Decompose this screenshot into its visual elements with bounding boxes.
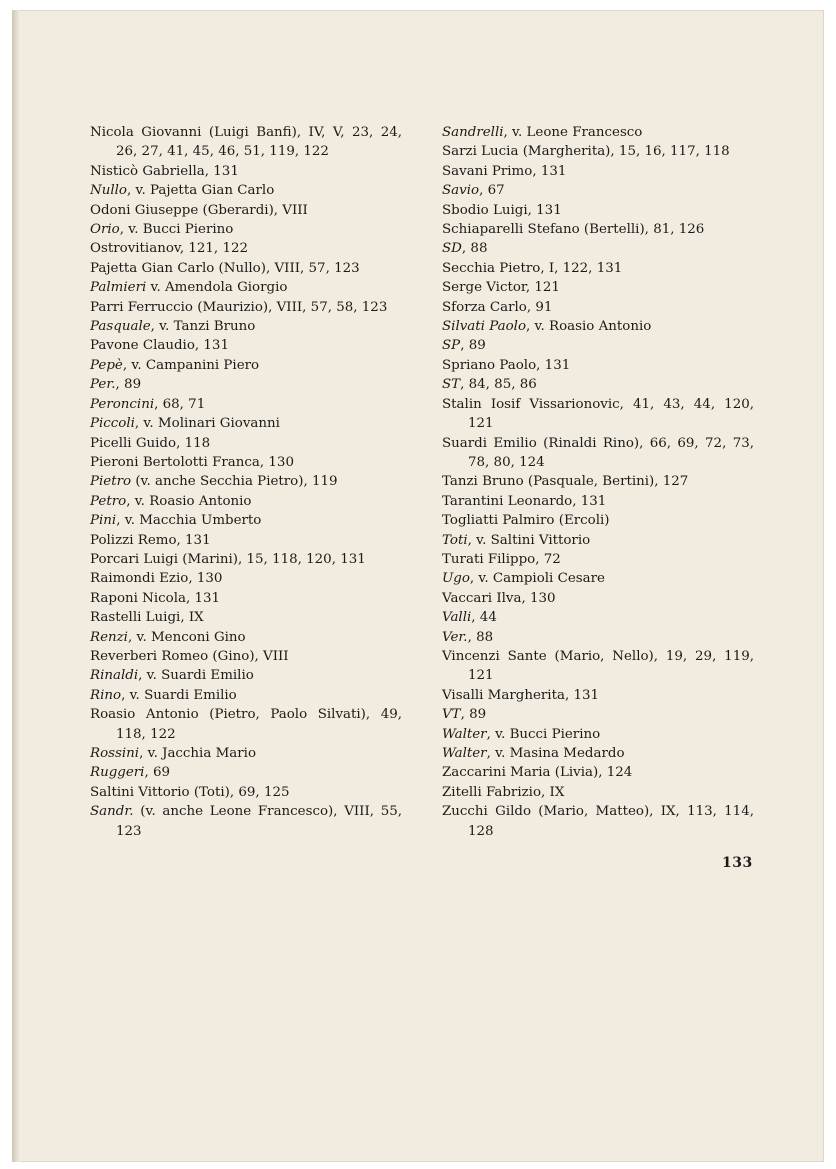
index-entry-references: , IX — [180, 610, 204, 626]
index-entry — [442, 608, 754, 627]
index-entry-references: , v. Molinari Giovanni — [134, 416, 280, 432]
index-entry-references: , 88 — [461, 241, 488, 257]
index-entry-references: (Mario, Nello), 19, 29, 119, 121 — [468, 648, 754, 684]
index-entry — [90, 395, 402, 414]
index-entry-name: Odoni Giuseppe — [90, 202, 199, 218]
index-entry-name: Ostrovitianov — [90, 241, 180, 257]
index-entry-references: (Pasquale, Bertini), 127 — [523, 474, 689, 490]
index-entry — [90, 569, 402, 588]
index-entry-references: (Pietro, Paolo Silvati), 49, 118, 122 — [116, 707, 403, 742]
page-binding-shadow — [12, 10, 20, 1162]
index-entry — [90, 259, 402, 278]
index-entry-name: Zaccarini Maria — [442, 765, 551, 781]
index-entry-name: Ver. — [442, 629, 468, 645]
index-entry-references: , 41, 43, 44, 120, 121 — [468, 396, 754, 432]
index-entry-name: Secchia Pietro — [442, 260, 541, 276]
index-entry — [90, 453, 402, 472]
index-entry-name: Spriano Paolo — [442, 357, 537, 373]
index-entry-references: (Livia), 124 — [550, 765, 633, 781]
index-entry — [90, 802, 402, 841]
index-entry-name: Togliatti Palmiro — [442, 513, 555, 529]
index-entry-references: (Marini), 15, 118, 120, 131 — [178, 551, 366, 567]
index-entry — [90, 181, 402, 200]
index-entry — [90, 414, 402, 433]
index-entry-references: , 131 — [527, 202, 562, 218]
index-entry — [90, 666, 402, 685]
index-entry-references: (Bertelli), 81, 126 — [579, 222, 705, 238]
index-entry-references: , 131 — [204, 163, 239, 179]
index-entry-name: Walter — [442, 726, 487, 742]
index-entry-references: , 89 — [460, 338, 486, 354]
index-column-left — [90, 123, 402, 841]
index-entry — [442, 220, 754, 239]
index-entry-references: , 69 — [144, 765, 171, 781]
index-entry — [442, 336, 754, 355]
index-entry-name: Sbodio Luigi — [442, 202, 528, 218]
index-entry-name: SD — [442, 241, 462, 257]
index-entry — [442, 201, 754, 220]
index-entry-references: , v. Bucci Pierino — [119, 222, 234, 238]
index-entry — [442, 550, 754, 569]
index-entry-name: Suardi Emilio — [442, 435, 537, 451]
index-entry-name: Rastelli Luigi — [90, 610, 181, 626]
index-entry — [90, 239, 402, 258]
index-entry-name: Reverberi Romeo — [90, 648, 209, 664]
index-entry-references: , v. Campanini Piero — [122, 357, 260, 373]
index-entry-references: , v. Suardi Emilio — [121, 687, 237, 703]
index-entry — [90, 201, 402, 220]
index-entry — [90, 434, 402, 453]
index-entry-references: (Gino), VIII — [208, 648, 289, 664]
index-entry — [442, 802, 754, 841]
index-entry-references: , 131 — [564, 687, 600, 703]
index-entry-references: (Mario, Matteo), IX, 113, 114, 128 — [468, 804, 754, 839]
index-entry-name: SP — [442, 338, 461, 354]
index-entry — [442, 492, 754, 511]
index-entry-name: Raponi Nicola — [90, 590, 186, 606]
index-entry — [90, 783, 402, 802]
index-entry-references: , 131 — [572, 493, 607, 509]
index-entry-name: Valli — [442, 610, 472, 626]
index-entry-name: Orio — [90, 222, 120, 238]
index-entry-name: Sarzi Lucia — [442, 144, 519, 160]
index-entry-references: , 121 — [525, 280, 560, 296]
index-entry-name: Silvati Paolo — [442, 319, 527, 335]
book-page — [12, 10, 824, 1162]
index-entry-name: Palmieri — [90, 280, 147, 296]
index-entry-name: Picelli Guido — [90, 435, 177, 451]
index-entry-references: , v. Bucci Pierino — [486, 726, 601, 742]
index-entry-name: Renzi — [90, 629, 128, 645]
index-entry — [442, 763, 754, 782]
index-entry-name: Savio — [442, 183, 480, 199]
index-entry — [90, 550, 402, 569]
index-entry-name: Saltini Vittorio — [90, 784, 190, 800]
index-entry-references: v. Amendola Giorgio — [146, 280, 288, 296]
index-entry-name: Vaccari Ilva — [442, 590, 522, 606]
index-entry — [442, 472, 754, 491]
index-entry-name: Rino — [90, 687, 122, 703]
index-entry-references: , I, 122, 131 — [540, 260, 623, 276]
index-entry — [90, 589, 402, 608]
index-column-right — [442, 123, 754, 841]
index-entry-references: (v. anche Secchia Pietro), 119 — [131, 474, 338, 490]
index-entry — [90, 278, 402, 297]
index-entry — [90, 492, 402, 511]
index-entry-name: Tarantini Leonardo — [442, 493, 573, 509]
index-entry — [442, 259, 754, 278]
index-entry-name: Savani Primo — [442, 163, 533, 179]
index-entry-name: Polizzi Remo — [90, 532, 177, 548]
index-entry-name: VT — [442, 707, 461, 723]
index-entry — [442, 511, 754, 530]
index-entry-references: , v. Menconi Gino — [127, 629, 246, 645]
index-entry — [90, 336, 402, 355]
index-entry-references: , v. Macchia Umberto — [116, 513, 262, 529]
index-entry-name: Porcari Luigi — [90, 551, 179, 567]
index-entry-references: , 44 — [471, 610, 497, 626]
index-entry-name: Ugo — [442, 571, 470, 587]
index-entry — [90, 686, 402, 705]
index-entry-references: (Margherita), 15, 16, 117, 118 — [518, 144, 730, 160]
index-entry-references: , v. Masina Medardo — [486, 746, 625, 761]
index-entry-name: Ruggeri — [90, 765, 145, 781]
index-entry-references: , 88 — [467, 629, 494, 645]
index-entry-name: Rinaldi — [90, 668, 139, 684]
index-entry — [442, 278, 754, 297]
index-entry — [442, 628, 754, 647]
index-entry-name: Pepè — [90, 357, 123, 373]
index-entry — [90, 472, 402, 491]
index-entry-name: Petro — [90, 493, 127, 509]
index-entry-references: , v. Tanzi Bruno — [150, 319, 256, 335]
index-entry-name: Vincenzi Sante — [442, 648, 547, 664]
index-entry — [90, 375, 402, 394]
index-entry-references: , v. Roasio Antonio — [526, 319, 652, 335]
index-entry-references: (Ercoli) — [554, 513, 610, 529]
index-entry — [442, 744, 754, 763]
index-entry-references: , 118 — [176, 435, 211, 451]
index-entry-references: , 130 — [188, 571, 223, 587]
index-entry — [90, 705, 402, 744]
index-entry-name: Raimondi Ezio — [90, 571, 189, 587]
page-number: 133 — [722, 855, 753, 871]
index-entry — [442, 589, 754, 608]
index-entry-references: , 130 — [259, 454, 294, 470]
index-entry-references: (Luigi Banfi), IV, V, 23, 24, 26, 27, 41, 45, 46, 51, 119, 122 — [116, 125, 402, 160]
index-entry — [442, 317, 754, 336]
index-entry-references: , 131 — [536, 357, 571, 373]
index-entry-references: , 131 — [176, 532, 211, 548]
index-entry — [90, 744, 402, 763]
index-entry-name: Zitelli Fabrizio — [442, 784, 542, 800]
index-entry-name: Per. — [90, 377, 116, 393]
index-entry-name: Schiaparelli Stefano — [442, 222, 580, 238]
index-entry-name: Pajetta Gian Carlo — [90, 260, 215, 276]
index-entry-name: ST — [442, 377, 461, 393]
index-entry — [442, 531, 754, 550]
index-entry-references: , v. Saltini Vittorio — [467, 532, 591, 548]
index-entry — [90, 123, 402, 162]
index-entry-references: (Gberardi), VIII — [198, 202, 308, 218]
index-entry — [442, 725, 754, 744]
index-entry-references: , 130 — [521, 590, 556, 606]
index-entry-references: , v. Roasio Antonio — [126, 493, 252, 509]
index-entry-name: Sandrelli — [442, 125, 504, 140]
index-entry-references: , v. Jacchia Mario — [139, 746, 257, 761]
index-entry-references: , 89 — [115, 377, 142, 393]
index-entry — [442, 123, 754, 142]
index-entry-name: Pini — [90, 513, 117, 529]
index-entry-references: (v. anche Leone Francesco), VIII, 55, 123 — [116, 804, 402, 839]
index-entry-name: Walter — [442, 746, 487, 761]
index-entry-name: Nullo — [90, 183, 127, 199]
index-entry — [90, 763, 402, 782]
index-entry — [442, 569, 754, 588]
index-entry-name: Visalli Margherita — [442, 687, 565, 703]
index-entry — [90, 356, 402, 375]
index-entry — [442, 356, 754, 375]
index-entry-name: Nisticò Gabriella — [90, 163, 205, 179]
index-entry-name: Serge Victor — [442, 280, 526, 296]
index-entry — [442, 162, 754, 181]
index-entry-name: Pieroni Bertolotti Franca — [90, 454, 260, 470]
index-entry-name: Stalin Iosif Vissarionovic — [442, 396, 620, 412]
index-entry — [90, 608, 402, 627]
index-entry-references: , 131 — [186, 590, 221, 606]
index-entry-name: Toti — [442, 532, 468, 548]
index-entry-references: , v. Leone Francesco — [503, 125, 643, 140]
index-entry-name: Sandr. — [90, 804, 134, 820]
index-entry-name: Pasquale — [90, 319, 151, 335]
index-entry — [442, 181, 754, 200]
index-entry-references: (Maurizio), VIII, 57, 58, 123 — [193, 299, 388, 315]
index-entry-references: , 84, 85, 86 — [460, 377, 537, 393]
index-entry — [442, 434, 754, 473]
index-entry-name: Turati Filippo — [442, 551, 536, 567]
index-entry-name: Parri Ferruccio — [90, 299, 193, 315]
index-entry — [90, 162, 402, 181]
index-entry-name: Peroncini — [90, 396, 155, 412]
index-entry — [442, 298, 754, 317]
index-entry-references: , 72 — [535, 551, 561, 567]
index-entry-name: Nicola Giovanni — [90, 125, 202, 140]
index-entry-references: (Toti), 69, 125 — [189, 784, 290, 800]
index-entry — [442, 375, 754, 394]
index-entry — [90, 647, 402, 666]
index-entry-references: , 91 — [526, 299, 553, 315]
index-entry — [442, 239, 754, 258]
index-entry-references: , IX — [541, 784, 565, 800]
index-entry-references: , 121, 122 — [179, 241, 249, 257]
index-entry-name: Rossini — [90, 746, 140, 761]
index-entry-references: , v. Suardi Emilio — [138, 668, 254, 684]
index-entry-name: Tanzi Bruno — [442, 474, 524, 490]
index-entry-references: , v. Campioli Cesare — [469, 571, 605, 587]
index-entry — [442, 647, 754, 686]
index-entry-name: Pavone Claudio — [90, 338, 195, 354]
index-entry — [442, 395, 754, 434]
index-entry — [442, 705, 754, 724]
index-entry — [442, 783, 754, 802]
index-entry — [90, 298, 402, 317]
index-entry-name: Sforza Carlo — [442, 299, 527, 315]
index-entry-references: (Nullo), VIII, 57, 123 — [214, 260, 360, 276]
index-entry-name: Roasio Antonio — [90, 707, 199, 723]
index-entry — [90, 628, 402, 647]
index-entry-references: , 131 — [532, 163, 567, 179]
index-entry-references: , v. Pajetta Gian Carlo — [126, 183, 275, 199]
index-entry-references: , 68, 71 — [154, 396, 206, 412]
index-entry — [90, 531, 402, 550]
index-entry-references: , 131 — [194, 338, 229, 354]
index-entry — [90, 220, 402, 239]
index-entry-references: , 89 — [460, 707, 487, 723]
index-entry — [442, 686, 754, 705]
index-entry-references: , 67 — [479, 183, 505, 199]
index-entry — [90, 317, 402, 336]
index-entry — [90, 511, 402, 530]
index-entry-name: Zucchi Gildo — [442, 804, 532, 820]
index-entry-name: Pietro — [90, 474, 132, 490]
index-entry — [442, 142, 754, 161]
index-entry-name: Piccoli — [90, 416, 135, 432]
index-entry-references: (Rinaldi Rino), 66, 69, 72, 73, 78, 80, 124 — [468, 435, 754, 470]
